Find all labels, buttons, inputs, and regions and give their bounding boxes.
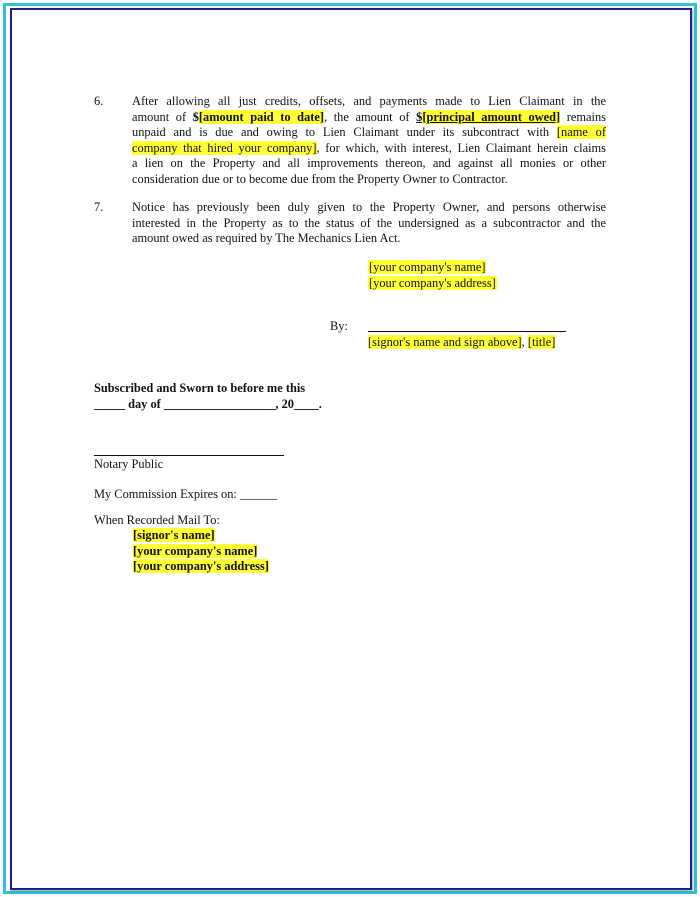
amount-paid-placeholder: [amount paid to date] xyxy=(198,109,325,124)
text: After allowing all just credits, offsets, and payments made to Lien Claimant in the xyxy=(132,94,606,108)
text: , for which, with interest, Lien Claimant herein claims xyxy=(316,140,607,155)
mail-to-address-block xyxy=(133,528,269,575)
text: amount owed as required by The Mechanics Lien Act. xyxy=(132,231,401,245)
signature-caption xyxy=(368,335,555,351)
mail-to-label: When Recorded Mail To: xyxy=(94,513,220,527)
commission-expires: My Commission Expires on: ______ xyxy=(94,487,278,501)
mail-signor-placeholder: [signor's name] xyxy=(133,528,215,542)
notary-public-label: Notary Public xyxy=(94,457,164,471)
clause-7-line xyxy=(132,231,606,247)
clause-7-line xyxy=(132,200,606,216)
signature-line xyxy=(368,331,566,332)
mail-company-name-placeholder: [your company's name] xyxy=(133,543,258,558)
separator: , xyxy=(521,335,528,349)
clause-6-line xyxy=(132,156,606,172)
clause-6-line xyxy=(132,125,606,141)
subscribed-sworn-block xyxy=(94,381,322,412)
clause-number: 7. xyxy=(94,200,104,214)
text: consideration due or to become due from the Property Owner to Contractor. xyxy=(132,171,508,186)
clause-6-line xyxy=(132,172,606,188)
clause-number: 6. xyxy=(94,94,104,108)
text: Notice has previously been duly given to the Property Owner, and persons otherwise xyxy=(132,200,606,214)
title-placeholder: [title] xyxy=(527,335,556,349)
clause-6-line xyxy=(132,94,606,110)
text: a lien on the Property and all improvements thereon, and against all monies or other xyxy=(132,156,606,170)
mail-company-address-placeholder: [your company's address] xyxy=(133,559,269,573)
hiring-company-placeholder: [name of xyxy=(556,125,606,139)
dollar-sign: $ xyxy=(192,109,199,124)
company-address-placeholder: [your company's address] xyxy=(369,275,496,290)
date-line: _____ day of __________________, 20____. xyxy=(94,396,322,411)
text: amount of xyxy=(132,109,193,124)
company-block xyxy=(368,260,497,291)
text: , the amount of xyxy=(324,109,417,124)
clause-7-text xyxy=(132,200,606,247)
clause-6-text xyxy=(132,94,606,187)
signer-placeholder: [signor's name and sign above] xyxy=(368,335,522,349)
principal-owed-placeholder: [principal amount owed] xyxy=(422,109,561,124)
subscribed-line: Subscribed and Sworn to before me this xyxy=(94,381,306,395)
clause-6-line xyxy=(132,110,606,126)
by-label: By: xyxy=(330,319,348,333)
text: remains xyxy=(560,109,606,124)
text: unpaid and is due and owing to Lien Claimant under its subcontract with xyxy=(132,125,557,139)
clause-7-line xyxy=(132,216,606,232)
company-name-placeholder: [your company's name] xyxy=(369,260,486,274)
dollar-sign: $ xyxy=(416,109,423,124)
hiring-company-placeholder: company that hired your company] xyxy=(132,140,317,155)
clause-6-line xyxy=(132,141,606,157)
notary-signature-line xyxy=(94,455,284,456)
text: interested in the Property as to the status of the undersigned as a subcontractor and the xyxy=(132,215,606,230)
